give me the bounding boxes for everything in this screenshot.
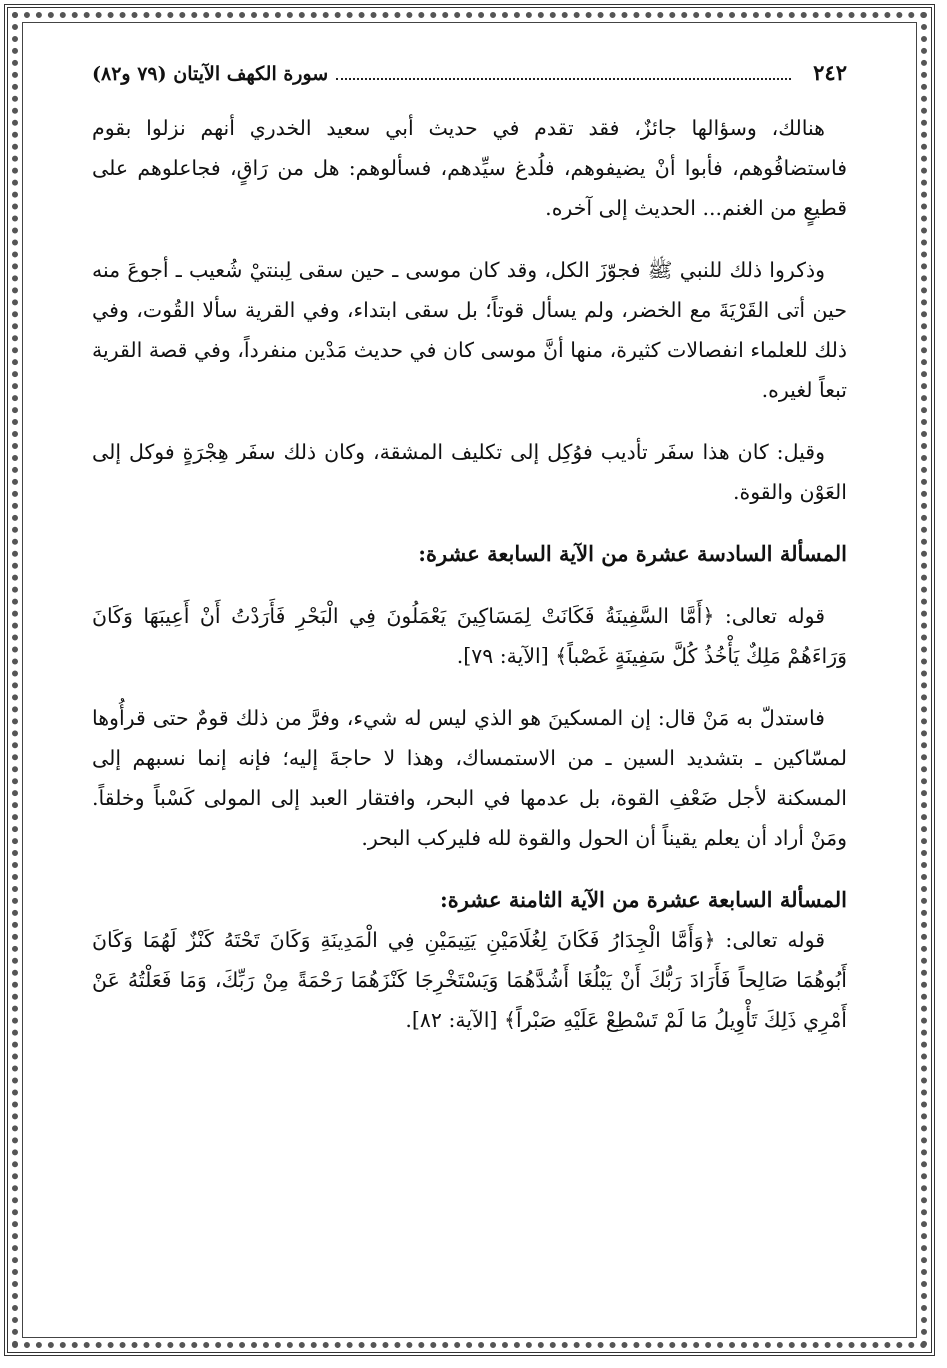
paragraph-verse-79: قوله تعالى: ﴿أَمَّا السَّفِينَةُ فَكَانَتْ لِمَسَاكِينَ يَعْمَلُونَ فِي الْبَحْرِ فَأَرَدْتُ أَنْ أَعِيبَهَا وَكَانَ وَرَاءَهُمْ مَلِكٌ يَأْخُذُ كُلَّ سَفِينَةٍ غَصْباً﴾ [الآية: ٧٩]. bbox=[92, 604, 847, 668]
running-header bbox=[92, 60, 847, 100]
paragraph-2: وذكروا ذلك للنبي ﷺ فجوّزَ الكل، وقد كان موسى ـ حين سقى لِبنتيْ شُعيب ـ أجوعَ منه حين أتى القَرْيَةَ مع الخضر، ولم يسأل قوتاً؛ بل سقى ابتداء، وفي القرية سألا القُوت، وفي ذلك للعلماء انفصالات كثيرة، منها أنَّ موسى كان في حديث مَدْين منفرداً، وفي قصة القرية تبعاً لغيره. bbox=[92, 258, 847, 402]
paragraph-1: هنالك، وسؤالها جائزٌ، فقد تقدم في حديث أبي سعيد الخدري أنهم نزلوا بقوم فاستضافُوهم، فأبوا أنْ يضيفوهم، فلُدغ سيِّدهم، فسألوهم: هل من رَاقٍ، فجاعلوهم على قطيعٍ من الغنم... الحديث إلى آخره. bbox=[92, 116, 847, 220]
section-heading-16: المسألة السادسة عشرة من الآية السابعة عشرة: bbox=[418, 541, 847, 566]
page-number: ٢٤٢ bbox=[813, 60, 847, 85]
section-heading-17: المسألة السابعة عشرة من الآية الثامنة عشرة: bbox=[439, 887, 847, 912]
paragraph-verse-82: قوله تعالى: ﴿وَأَمَّا الْجِدَارُ فَكَانَ لِغُلَامَيْنِ يَتِيمَيْنِ فِي الْمَدِينَةِ وَكَانَ تَحْتَهُ كَنْزٌ لَهُمَا وَكَانَ أَبُوهُمَا صَالِحاً فَأَرَادَ رَبُّكَ أَنْ يَبْلُغَا أَشُدَّهُمَا وَيَسْتَخْرِجَا كَنْزَهُمَا رَحْمَةً مِنْ رَبِّكَ، وَمَا فَعَلْتُهُ عَنْ أَمْرِي ذَلِكَ تَأْوِيلُ مَا لَمْ تَسْطِعْ عَلَيْهِ صَبْراً﴾ [الآية: ٨٢]. bbox=[92, 928, 847, 1032]
running-title: سورة الكهف الآيتان (٧٩ و٨٢) bbox=[92, 63, 329, 85]
book-page bbox=[92, 60, 847, 1040]
paragraph-3: وقيل: كان هذا سفَر تأديب فوُكِل إلى تكليف المشقة، وكان ذلك سفَر هِجْرَةٍ فوكل إلى العَوْن والقوة. bbox=[92, 440, 847, 504]
paragraph-5: فاستدلّ به مَنْ قال: إن المسكينَ هو الذي ليس له شيء، وفرَّ من ذلك قومٌ حتى قرأُوها لمسّاكين ـ بتشديد السين ـ من الاستمساك، وهذا لا حاجةَ إليه؛ فإنه إنما نسبهم إلى المسكنة لأجل ضَعْفِ القوة، بل عدمها في البحر، وافتقار العبد إلى المولى كَسْباً وخلقاً. ومَنْ أراد أن يعلم يقيناً أن الحول والقوة لله فليركب البحر. bbox=[92, 706, 847, 850]
header-leader-dots bbox=[336, 78, 791, 80]
